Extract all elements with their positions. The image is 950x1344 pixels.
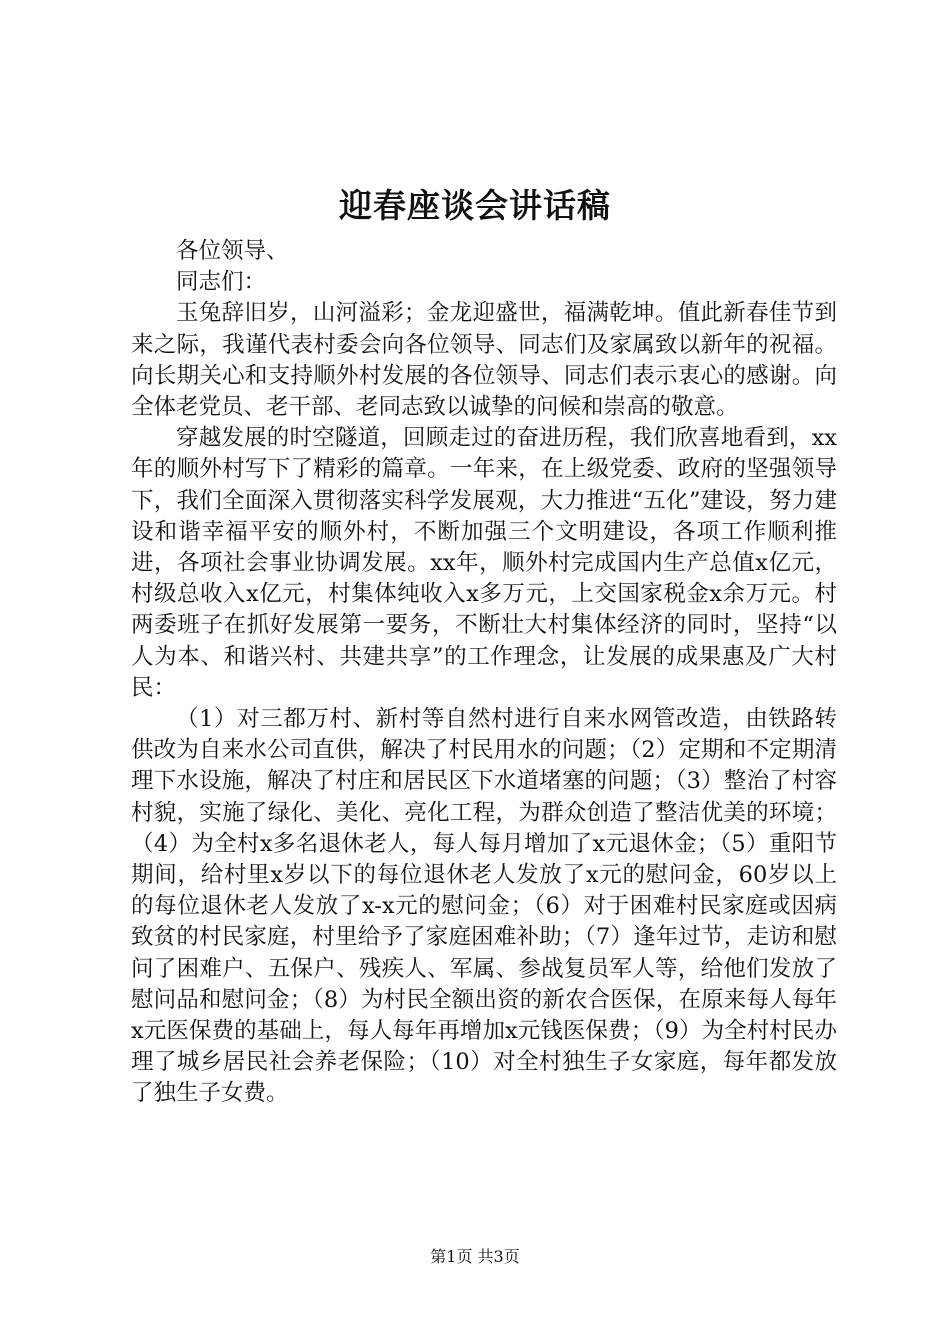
salutation-line-2: 同志们：: [176, 269, 267, 296]
document-title: 迎春座谈会讲话稿: [339, 186, 611, 225]
salutation-line-1: 各位领导、: [176, 238, 289, 264]
paragraph-achievements: （1）对三都万村、新村等自然村进行自来水网管改造，由铁路转供改为自来水公司直供，解决了村民用水的问题；（2）定期和不定期清理下水设施，解决了村庄和居民区下水道堵塞的问题；（3）整治了村容村貌，实施了绿化、美化、亮化工程，为群众创造了整洁优美的环境；（4）为全村x多名退休老人，每人每月增加了x元退休金；（5）重阳节期间，给村里x岁以下的每位退休老人发放了x元的慰问金，60岁以上的每位退休老人发放了x-x元的慰问金；（6）对于困难村民家庭或因病致贫的村民家庭，村里给予了家庭困难补助；（7）逢年过节，走访和慰问了困难户、五保户、残疾人、军属、参战复员军人等，给他们发放了慰问品和慰问金；（8）为村民全额出资的新农合医保，在原来每人每年x元医保费的基础上，每人每年再增加x元钱医保费；（9）为全村村民办理了城乡居民社会养老保险；（10）对全村独生子女家庭，每年都发放了独生子女费。: [131, 706, 837, 1107]
paragraph-greeting: 玉兔辞旧岁，山河溢彩；金龙迎盛世，福满乾坤。值此新春佳节到来之际，我谨代表村委会向各位领导、同志们及家属致以新年的祝福。向长期关心和支持顺外村发展的各位领导、同志们表示衷心的感谢。向全体老党员、老干部、老同志致以诚挚的问候和崇高的敬意。: [131, 300, 837, 421]
document-body: [131, 236, 837, 1110]
paragraph-review: 穿越发展的时空隧道，回顾走过的奋进历程，我们欣喜地看到，xx年的顺外村写下了精彩的篇章。一年来，在上级党委、政府的坚强领导下，我们全面深入贯彻落实科学发展观，大力推进“五化”建设，努力建设和谐幸福平安的顺外村，不断加强三个文明建设，各项工作顺利推进，各项社会事业协调发展。xx年，顺外村完成国内生产总值x亿元，村级总收入x亿元，村集体纯收入x多万元，上交国家税金x余万元。村两委班子在抓好发展第一要务，不断壮大村集体经济的同时，坚持“以人为本、和谐兴村、共建共享”的工作理念，让发展的成果惠及广大村民：: [131, 425, 837, 701]
page-number: 第1页 共3页: [430, 1247, 520, 1266]
